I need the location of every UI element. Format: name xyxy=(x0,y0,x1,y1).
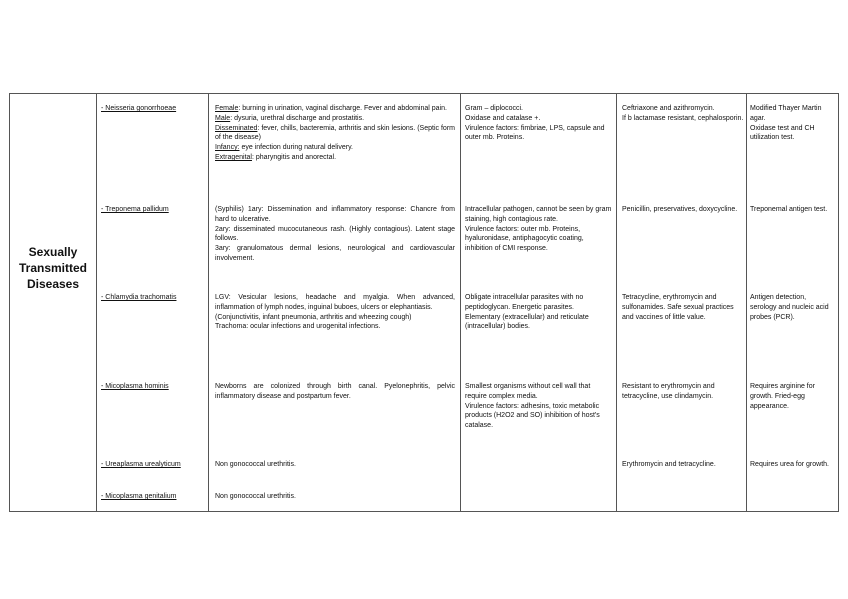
organism-name: - Micoplasma genitalium xyxy=(101,493,177,500)
characteristics-line: Gram – diplococci. xyxy=(465,105,523,112)
diagnosis-line: Antigen detection, serology and nucleic acid probes (PCR). xyxy=(750,294,829,321)
characteristics-cell xyxy=(465,104,613,143)
column-divider xyxy=(460,94,461,511)
treatment-cell xyxy=(622,205,746,215)
characteristics-cell xyxy=(465,293,613,332)
treatment-line: Resistant to erythromycin and tetracycline, use clindamycin. xyxy=(622,383,715,400)
organism-name: - Chlamydia trachomatis xyxy=(101,294,177,301)
characteristics-line: Virulence factors: fimbriae, LPS, capsule and outer mb. Proteins. xyxy=(465,124,605,142)
treatment-line: If b lactamase resistant, cephalosporin. xyxy=(622,114,744,122)
clinical-label: Disseminated xyxy=(215,124,258,132)
clinical-text: : pharyngitis and anorectal. xyxy=(251,153,337,161)
treatment-line: Erythromycin and tetracycline. xyxy=(622,461,716,468)
diagnosis-cell xyxy=(750,382,834,411)
treatment-line: Penicillin, preservatives, doxycycline. xyxy=(622,206,738,213)
column-divider xyxy=(616,94,617,511)
treatment-line: Ceftriaxone and azithromycin. xyxy=(622,105,715,112)
clinical-text: : dysuria, urethral discharge and prostatitis. xyxy=(230,114,365,122)
treatment-cell xyxy=(622,460,746,470)
clinical-text: : burning in urination, vaginal discharge. Fever and abdominal pain. xyxy=(238,105,447,112)
diagnosis-cell xyxy=(750,293,834,322)
treatment-cell xyxy=(622,104,746,124)
organism-name: - Micoplasma hominis xyxy=(101,383,169,390)
characteristics-line: Virulence factors: adhesins, toxic metabolic products (H2O2 and SO) inhibition of host's catalase. xyxy=(465,402,600,430)
category-label: Sexually Transmitted Diseases xyxy=(18,245,87,291)
treatment-line: Tetracycline, erythromycin and sulfonamides. Safe sexual practices and vaccines of little value. xyxy=(622,294,734,321)
clinical-line: Non gonococcal urethritis. xyxy=(215,493,296,500)
characteristics-line: Obligate intracellular parasites with no peptidoglycan. Energetic parasites. xyxy=(465,294,584,311)
clinical-cell xyxy=(215,293,455,332)
characteristics-cell xyxy=(465,382,613,431)
clinical-cell xyxy=(215,460,455,470)
diagnosis-cell xyxy=(750,104,834,143)
diagnosis-line: Modified Thayer Martin agar. xyxy=(750,105,822,122)
clinical-line: Trachoma: ocular infections and urogenital infections. xyxy=(215,323,381,331)
clinical-line: (Syphilis) 1ary: Dissemination and inflammatory response: Chancre from hard to ulcerative. xyxy=(215,206,455,223)
clinical-text: eye infection during natural delivery. xyxy=(239,144,354,152)
column-divider xyxy=(746,94,747,511)
clinical-label: Extragenital xyxy=(215,153,252,161)
organism-name: - Ureaplasma urealyticum xyxy=(101,461,181,468)
diagnosis-cell xyxy=(750,205,834,215)
characteristics-cell xyxy=(465,205,613,254)
treatment-cell xyxy=(622,382,746,402)
column-divider xyxy=(208,94,209,511)
characteristics-line: Intracellular pathogen, cannot be seen by gram staining, high contagious rate. xyxy=(465,206,612,223)
diagnosis-line: Requires urea for growth. xyxy=(750,461,829,468)
characteristics-line: Virulence factors: outer mb. Proteins, hyaluronidase, antiphagocytic coating, inhibition of CMI response. xyxy=(465,225,584,253)
characteristics-line: Oxidase and catalase +. xyxy=(465,114,541,122)
disease-table xyxy=(9,93,839,512)
clinical-cell xyxy=(215,382,455,402)
diagnosis-cell xyxy=(750,460,834,470)
column-divider xyxy=(96,94,97,511)
organism-name: - Neisseria gonorrhoeae xyxy=(101,105,177,112)
clinical-line: LGV: Vesicular lesions, headache and myalgia. When advanced, inflammation of lymph nodes, inguinal buboes, ulcers or elephantiasis. xyxy=(215,294,455,311)
diagnosis-line: Oxidase test and CH utilization test. xyxy=(750,124,815,142)
organism-name: - Treponema pallidum xyxy=(101,206,169,213)
clinical-line: Non gonococcal urethritis. xyxy=(215,461,296,468)
clinical-line: (Conjunctivitis, infant pneumonia, arthritis and wheezing cough) xyxy=(215,313,412,321)
clinical-label: Female xyxy=(215,105,239,112)
treatment-cell xyxy=(622,293,746,322)
clinical-label: Infancy: xyxy=(215,144,240,152)
clinical-line: 3ary: granulomatous dermal lesions, neurological and cardiovascular involvement. xyxy=(215,245,455,262)
clinical-cell xyxy=(215,104,455,163)
clinical-cell xyxy=(215,492,455,502)
clinical-line: Newborns are colonized through birth canal. Pyelonephritis, pelvic inflammatory disease and postpartum fever. xyxy=(215,383,455,400)
clinical-label: Male xyxy=(215,114,231,122)
diagnosis-line: Treponemal antigen test. xyxy=(750,206,828,213)
clinical-cell xyxy=(215,205,455,264)
characteristics-line: Smallest organisms without cell wall that require complex media. xyxy=(465,383,591,400)
clinical-text: : fever, chills, bacteremia, arthritis and skin lesions. (Septic form of the disease) xyxy=(215,124,455,142)
diagnosis-line: Requires arginine for growth. Fried-egg appearance. xyxy=(750,383,815,410)
clinical-line: 2ary: disseminated mucocutaneous rash. (Highly contagious). Latent stage follows. xyxy=(215,225,455,243)
characteristics-line: Elementary (extracellular) and reticulate (intracellular) bodies. xyxy=(465,313,589,331)
